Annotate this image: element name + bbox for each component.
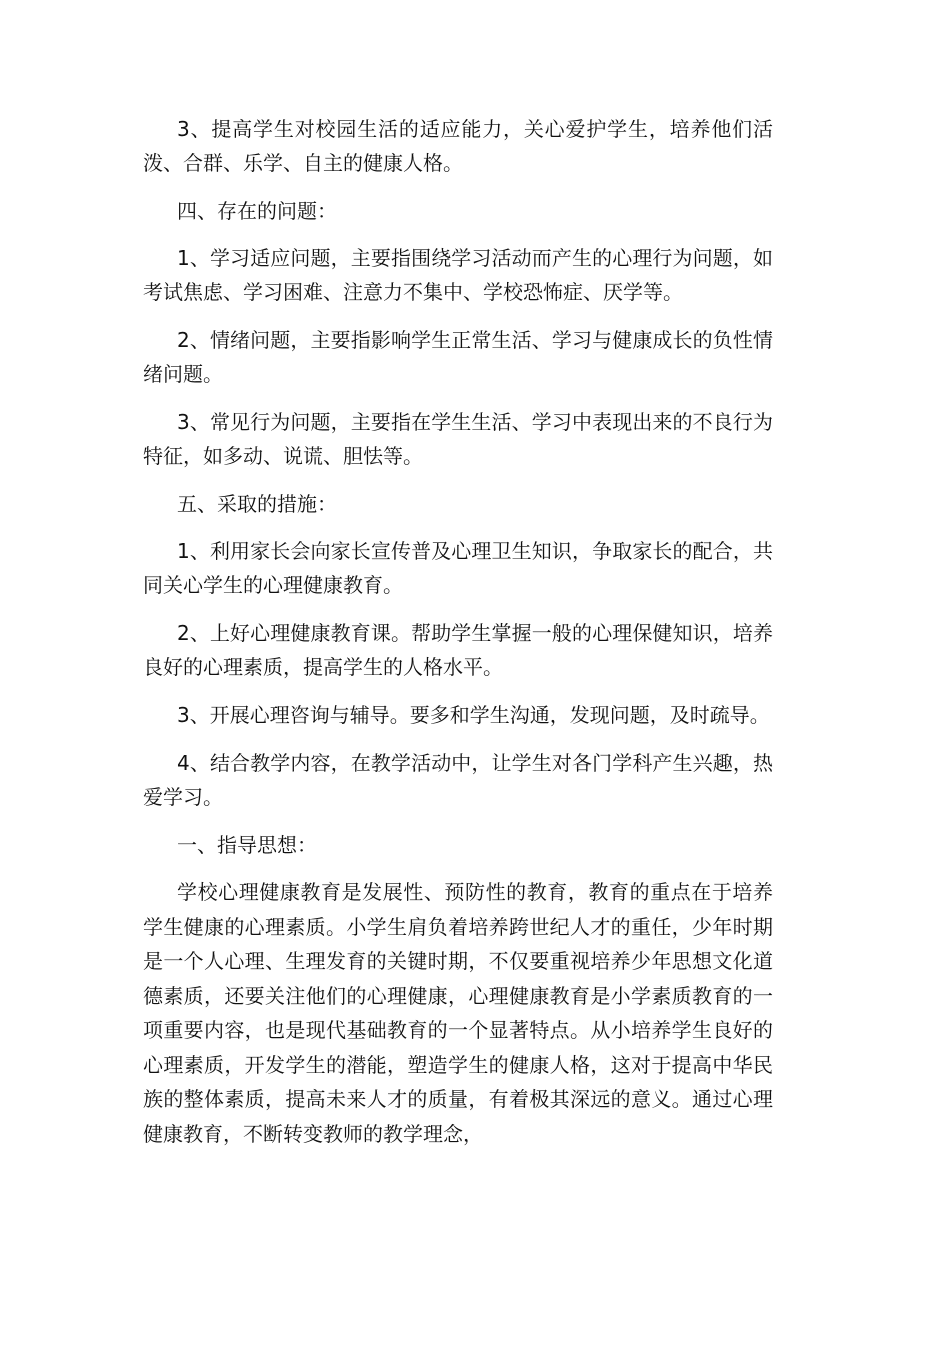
- paragraph-measure-3: 3、开展心理咨询与辅导。要多和学生沟通，发现问题，及时疏导。: [177, 703, 770, 727]
- section-heading-problems: 四、存在的问题：: [177, 199, 337, 223]
- document-body: [143, 112, 773, 1165]
- paragraph-guiding-ideology: 学校心理健康教育是发展性、预防性的教育，教育的重点在于培养学生健康的心理素质。小学生肩负着培养跨世纪人才的重任，少年时期是一个人心理、生理发育的关键时期，不仅要重视培养少年思想文化道德素质，还要关注他们的心理健康，心理健康教育是小学素质教育的一项重要内容，也是现代基础教育的一个显著特点。从小培养学生良好的心理素质，开发学生的潜能，塑造学生的健康人格，这对于提高中华民族的整体素质，提高未来人才的质量，有着极其深远的意义。通过心理健康教育，不断转变教师的教学理念，: [143, 880, 773, 1146]
- section-heading-measures: 五、采取的措施：: [177, 492, 337, 516]
- paragraph-problem-1: 1、学习适应问题，主要指围绕学习活动而产生的心理行为问题，如考试焦虑、学习困难、注意力不集中、学校恐怖症、厌学等。: [143, 246, 773, 304]
- paragraph-problem-2: 2、情绪问题，主要指影响学生正常生活、学习与健康成长的负性情绪问题。: [143, 328, 773, 386]
- paragraph-problem-3: 3、常见行为问题，主要指在学生生活、学习中表现出来的不良行为特征，如多动、说谎、胆怯等。: [143, 410, 773, 468]
- section-heading-guiding-ideology: 一、指导思想：: [177, 833, 317, 857]
- paragraph-measure-1: 1、利用家长会向家长宣传普及心理卫生知识，争取家长的配合，共同关心学生的心理健康教育。: [143, 539, 773, 597]
- paragraph-measure-2: 2、上好心理健康教育课。帮助学生掌握一般的心理保健知识，培养良好的心理素质，提高学生的人格水平。: [143, 621, 773, 679]
- paragraph-goal-3: 3、提高学生对校园生活的适应能力，关心爱护学生，培养他们活泼、合群、乐学、自主的健康人格。: [143, 117, 773, 175]
- paragraph-measure-4: 4、结合教学内容，在教学活动中，让学生对各门学科产生兴趣，热爱学习。: [143, 751, 773, 809]
